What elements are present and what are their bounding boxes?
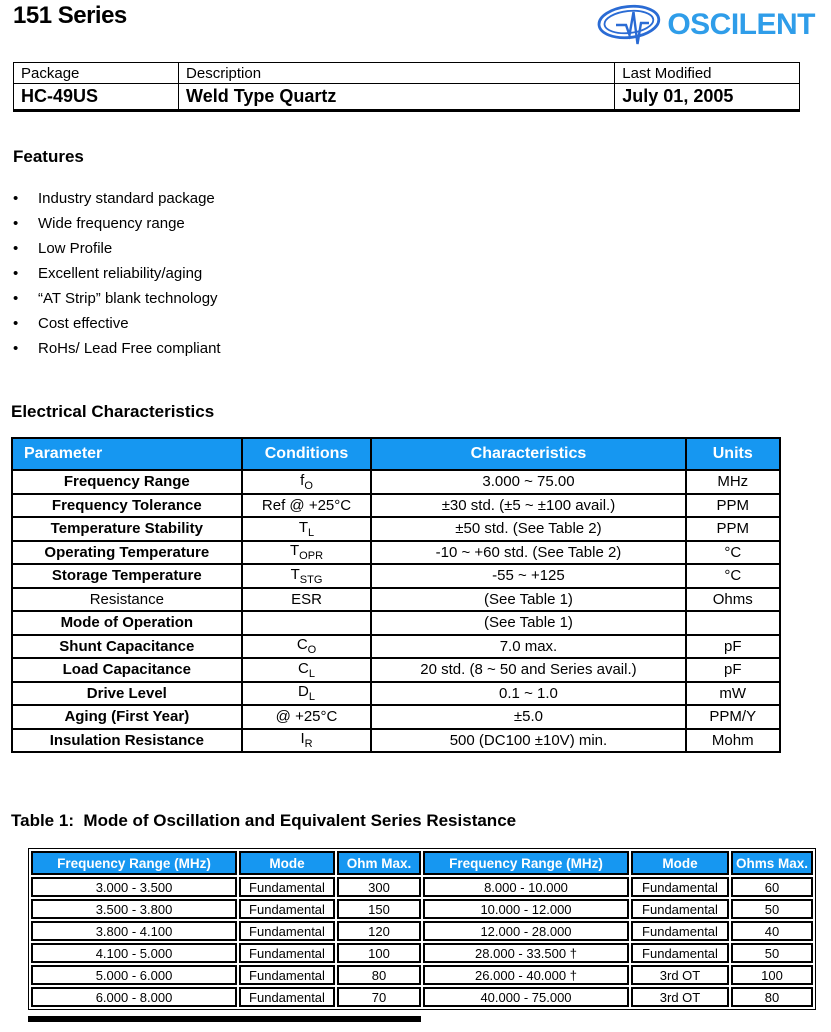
condition-symbol: @ +25°C: [275, 708, 338, 726]
table1-row: [31, 899, 813, 919]
t1-cell: 26.000 - 40.000 †: [423, 965, 629, 985]
feature-item: [13, 186, 221, 211]
feature-item: [13, 336, 221, 361]
elec-row: [12, 541, 780, 565]
condition-symbol: D: [298, 683, 309, 701]
feature-text: Cost effective: [38, 315, 129, 332]
condition-cell: [242, 517, 372, 541]
elec-col-header: Characteristics: [371, 438, 685, 470]
table1-row: [31, 943, 813, 963]
t1-cell: 3.000 - 3.500: [31, 877, 237, 897]
param-cell: Mode of Operation: [12, 611, 242, 635]
t1-cell: Fundamental: [239, 877, 335, 897]
units-cell: pF: [686, 658, 780, 682]
feature-text: “AT Strip” blank technology: [38, 290, 218, 307]
characteristics-cell: 500 (DC100 ±10V) min.: [371, 729, 685, 753]
units-cell: Mohm: [686, 729, 780, 753]
t1-cell: Fundamental: [239, 921, 335, 941]
condition-cell: [242, 729, 372, 753]
condition-cell: [242, 564, 372, 588]
param-cell: Frequency Range: [12, 470, 242, 494]
brand-name: OSCILENT: [667, 8, 815, 41]
elec-col-header: Conditions: [242, 438, 372, 470]
table1-row: [31, 877, 813, 897]
param-cell: Storage Temperature: [12, 564, 242, 588]
feature-text: Industry standard package: [38, 190, 215, 207]
elec-row: [12, 705, 780, 729]
brand-logo: [596, 2, 815, 48]
bullet-icon: •: [13, 215, 19, 232]
condition-cell: [242, 470, 372, 494]
condition-cell: [242, 635, 372, 659]
table1-header-row: [31, 851, 813, 875]
condition-cell: [242, 588, 372, 612]
condition-subscript: STG: [299, 573, 323, 586]
t1-cell: Fundamental: [631, 943, 729, 963]
units-cell: MHz: [686, 470, 780, 494]
characteristics-cell: 7.0 max.: [371, 635, 685, 659]
package-info-table: [13, 62, 800, 112]
t1-cell: 60: [731, 877, 813, 897]
t1-cell: 70: [337, 987, 421, 1007]
characteristics-cell: (See Table 1): [371, 611, 685, 635]
characteristics-cell: -10 ~ +60 std. (See Table 2): [371, 541, 685, 565]
condition-subscript: R: [304, 738, 313, 751]
table1-bottom-border-bar: [28, 1016, 421, 1022]
condition-symbol: f: [300, 471, 305, 489]
t1-cell: 8.000 - 10.000: [423, 877, 629, 897]
units-cell: °C: [686, 564, 780, 588]
param-cell: Temperature Stability: [12, 517, 242, 541]
t1-cell: 300: [337, 877, 421, 897]
t1-col-header: Ohms Max.: [731, 851, 813, 875]
t1-cell: 5.000 - 6.000: [31, 965, 237, 985]
elec-table-body: [12, 470, 780, 752]
units-cell: PPM/Y: [686, 705, 780, 729]
t1-cell: Fundamental: [239, 965, 335, 985]
characteristics-cell: (See Table 1): [371, 588, 685, 612]
t1-col-header: Ohm Max.: [337, 851, 421, 875]
param-cell: Drive Level: [12, 682, 242, 706]
t1-col-header: Mode: [239, 851, 335, 875]
condition-subscript: O: [304, 479, 313, 492]
info-value: Weld Type Quartz: [179, 84, 615, 111]
features-heading: Features: [13, 147, 84, 166]
param-cell: Shunt Capacitance: [12, 635, 242, 659]
characteristics-cell: 0.1 ~ 1.0: [371, 682, 685, 706]
param-cell: Operating Temperature: [12, 541, 242, 565]
t1-cell: 100: [337, 943, 421, 963]
t1-cell: Fundamental: [239, 987, 335, 1007]
t1-cell: 100: [731, 965, 813, 985]
t1-col-header: Frequency Range (MHz): [31, 851, 237, 875]
characteristics-cell: 3.000 ~ 75.00: [371, 470, 685, 494]
t1-cell: 150: [337, 899, 421, 919]
condition-symbol: Ref @ +25°C: [261, 496, 352, 514]
t1-col-header: Frequency Range (MHz): [423, 851, 629, 875]
param-cell: Resistance: [12, 588, 242, 612]
info-col-header: Package: [14, 63, 179, 84]
elec-col-header: Parameter: [12, 438, 242, 470]
t1-cell: 40.000 - 75.000: [423, 987, 629, 1007]
t1-cell: 80: [731, 987, 813, 1007]
t1-cell: 10.000 - 12.000: [423, 899, 629, 919]
info-value-row: [14, 84, 800, 111]
condition-cell: [242, 611, 372, 635]
table1-row: [31, 921, 813, 941]
feature-text: Low Profile: [38, 240, 113, 257]
elec-row: [12, 635, 780, 659]
condition-subscript: L: [308, 667, 315, 680]
t1-col-header: Mode: [631, 851, 729, 875]
t1-cell: 3rd OT: [631, 987, 729, 1007]
t1-cell: 80: [337, 965, 421, 985]
t1-cell: 28.000 - 33.500 †: [423, 943, 629, 963]
characteristics-cell: -55 ~ +125: [371, 564, 685, 588]
table1-row: [31, 987, 813, 1007]
condition-symbol: T: [298, 518, 309, 536]
t1-cell: 3rd OT: [631, 965, 729, 985]
t1-cell: Fundamental: [631, 877, 729, 897]
condition-symbol: ESR: [291, 590, 322, 608]
info-col-header: Last Modified: [615, 63, 800, 84]
elec-header-row: [12, 438, 780, 470]
t1-cell: Fundamental: [631, 899, 729, 919]
condition-subscript: OPR: [299, 550, 324, 563]
characteristics-cell: ±30 std. (±5 ~ ±100 avail.): [371, 494, 685, 518]
elec-row: [12, 588, 780, 612]
elec-row: [12, 658, 780, 682]
characteristics-cell: ±5.0: [371, 705, 685, 729]
bullet-icon: •: [13, 340, 19, 357]
feature-item: [13, 236, 221, 261]
bullet-icon: •: [13, 240, 19, 257]
elec-col-header: Units: [686, 438, 780, 470]
condition-symbol: I: [300, 730, 305, 748]
units-cell: [686, 611, 780, 635]
elec-row: [12, 729, 780, 753]
condition-subscript: L: [308, 526, 315, 539]
condition-cell: [242, 494, 372, 518]
condition-symbol: T: [290, 542, 300, 560]
units-cell: PPM: [686, 517, 780, 541]
t1-cell: 12.000 - 28.000: [423, 921, 629, 941]
feature-item: [13, 311, 221, 336]
elec-row: [12, 517, 780, 541]
t1-cell: 40: [731, 921, 813, 941]
feature-item: [13, 211, 221, 236]
t1-cell: 50: [731, 943, 813, 963]
feature-item: [13, 261, 221, 286]
condition-subscript: O: [307, 644, 317, 657]
t1-cell: 120: [337, 921, 421, 941]
table1-heading: Table 1: Mode of Oscillation and Equivalent Series Resistance: [11, 811, 517, 830]
feature-text: Excellent reliability/aging: [38, 265, 203, 282]
condition-symbol: C: [296, 636, 308, 654]
param-cell: Frequency Tolerance: [12, 494, 242, 518]
oscilent-pulse-ellipse-icon: [596, 2, 664, 48]
units-cell: pF: [686, 635, 780, 659]
table1-body: [31, 877, 813, 1007]
condition-subscript: L: [308, 691, 315, 704]
elec-row: [12, 494, 780, 518]
t1-cell: Fundamental: [239, 899, 335, 919]
elec-row: [12, 564, 780, 588]
feature-text: Wide frequency range: [38, 215, 185, 232]
condition-cell: [242, 658, 372, 682]
electrical-characteristics-table: [11, 437, 781, 753]
t1-cell: 4.100 - 5.000: [31, 943, 237, 963]
t1-cell: Fundamental: [631, 921, 729, 941]
param-cell: Insulation Resistance: [12, 729, 242, 753]
param-cell: Load Capacitance: [12, 658, 242, 682]
elec-row: [12, 682, 780, 706]
condition-cell: [242, 682, 372, 706]
condition-cell: [242, 541, 372, 565]
feature-text: RoHs/ Lead Free compliant: [38, 340, 221, 357]
electrical-heading: Electrical Characteristics: [11, 402, 215, 421]
oscillation-resistance-table: [28, 848, 816, 1010]
bullet-icon: •: [13, 290, 19, 307]
condition-cell: [242, 705, 372, 729]
condition-symbol: T: [290, 565, 300, 583]
bullet-icon: •: [13, 190, 19, 207]
units-cell: mW: [686, 682, 780, 706]
info-value: July 01, 2005: [615, 84, 800, 111]
elec-row: [12, 470, 780, 494]
param-cell: Aging (First Year): [12, 705, 242, 729]
table1-row: [31, 965, 813, 985]
units-cell: Ohms: [686, 588, 780, 612]
info-value: HC-49US: [14, 84, 179, 111]
t1-cell: Fundamental: [239, 943, 335, 963]
condition-symbol: C: [298, 659, 309, 677]
t1-cell: 3.500 - 3.800: [31, 899, 237, 919]
units-cell: °C: [686, 541, 780, 565]
info-header-row: [14, 63, 800, 84]
characteristics-cell: 20 std. (8 ~ 50 and Series avail.): [371, 658, 685, 682]
feature-item: [13, 286, 221, 311]
t1-cell: 50: [731, 899, 813, 919]
page-title: 151 Series: [13, 2, 127, 29]
elec-row: [12, 611, 780, 635]
units-cell: PPM: [686, 494, 780, 518]
t1-cell: 6.000 - 8.000: [31, 987, 237, 1007]
characteristics-cell: ±50 std. (See Table 2): [371, 517, 685, 541]
bullet-icon: •: [13, 265, 19, 282]
t1-cell: 3.800 - 4.100: [31, 921, 237, 941]
features-list: [13, 186, 221, 361]
info-col-header: Description: [179, 63, 615, 84]
bullet-icon: •: [13, 315, 19, 332]
